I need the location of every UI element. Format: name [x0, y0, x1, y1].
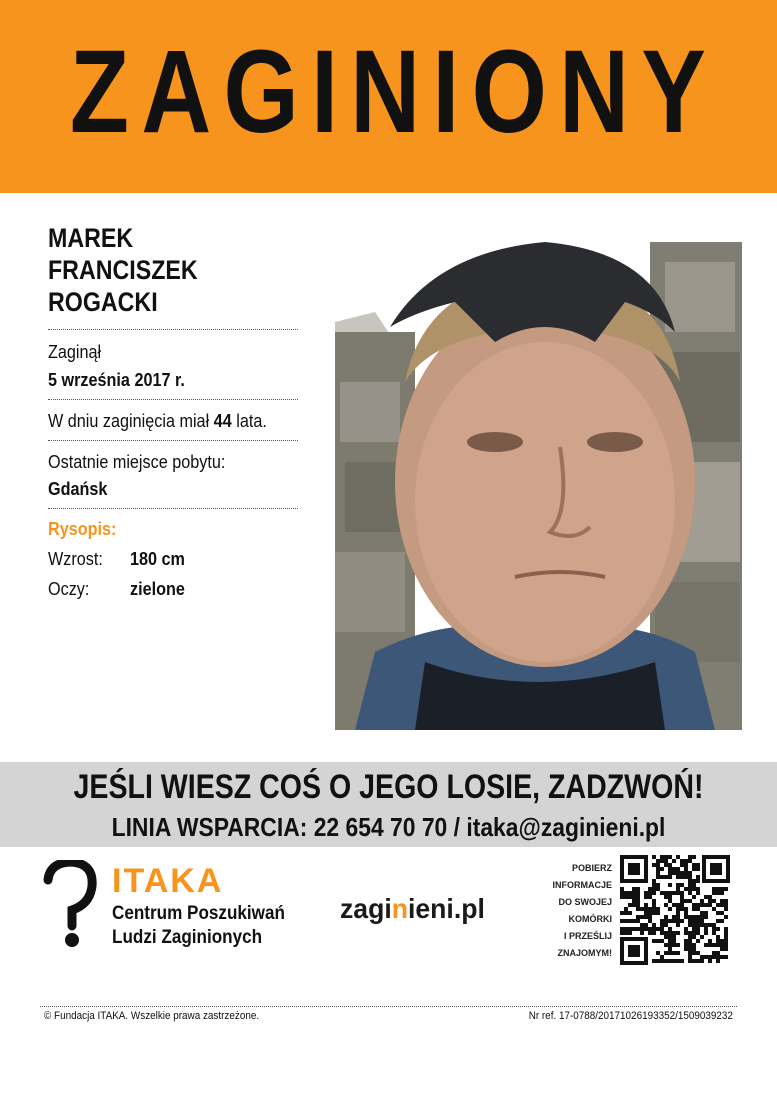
reference-number: Nr ref. 17-0788/20171026193352/1509039232 — [528, 1010, 733, 1022]
place-value: Gdańsk — [48, 479, 108, 499]
description-heading: Rysopis: — [48, 519, 117, 539]
qr-prompt-line: I PRZEŚLIJ — [563, 931, 612, 941]
age-prefix: W dniu zaginięcia miał — [48, 411, 210, 431]
age-value: 44 — [213, 411, 232, 431]
zaginieni-logo[interactable] — [340, 893, 485, 925]
itaka-subtitle — [112, 902, 285, 950]
divider — [48, 399, 298, 400]
itaka-subtitle-line1: Centrum Poszukiwań — [112, 903, 285, 924]
person-photo — [335, 232, 742, 730]
copyright: © Fundacja ITAKA. Wszelkie prawa zastrzeżone. — [44, 1010, 260, 1022]
qr-prompt-line: POBIERZ — [571, 863, 612, 873]
logo-text-1: zagi — [340, 893, 392, 924]
qr-prompt-line: KOMÓRKI — [568, 914, 612, 924]
divider — [48, 329, 298, 330]
logo-text-2: ieni.pl — [407, 893, 485, 924]
logo-text-accent: n — [391, 893, 408, 924]
itaka-name: ITAKA — [112, 862, 224, 900]
qr-code-icon[interactable] — [620, 855, 730, 965]
qr-prompt-line: DO SWOJEJ — [558, 897, 612, 907]
eyes-value: zielone — [130, 579, 185, 599]
appeal-headline: JEŚLI WIESZ COŚ O JEGO LOSIE, ZADZWOŃ! — [73, 768, 704, 806]
missing-label: Zaginął — [48, 342, 102, 362]
header-banner — [0, 0, 777, 193]
place-label: Ostatnie miejsce pobytu: — [48, 452, 226, 472]
height-label: Wzrost: — [48, 549, 103, 569]
divider — [48, 440, 298, 441]
page-title: ZAGINIONY — [69, 26, 719, 158]
name-first: MAREK — [48, 223, 134, 253]
support-line: LINIA WSPARCIA: 22 654 70 70 / itaka@zaginieni.pl — [111, 812, 666, 842]
qr-prompt-line: INFORMACJE — [552, 880, 612, 890]
footer-divider — [40, 1006, 737, 1007]
person-name — [48, 222, 198, 318]
name-last: ROGACKI — [48, 287, 158, 317]
itaka-logo-icon — [40, 860, 100, 955]
height-value: 180 cm — [130, 549, 185, 569]
itaka-subtitle-line2: Ludzi Zaginionych — [112, 927, 263, 948]
missing-date: 5 września 2017 r. — [48, 370, 185, 390]
name-middle: FRANCISZEK — [48, 255, 198, 285]
eyes-label: Oczy: — [48, 579, 90, 599]
age-line — [48, 411, 267, 432]
qr-prompt — [540, 860, 612, 962]
qr-prompt-line: ZNAJOMYM! — [557, 948, 612, 958]
age-suffix: lata. — [236, 411, 267, 431]
divider — [48, 508, 298, 509]
